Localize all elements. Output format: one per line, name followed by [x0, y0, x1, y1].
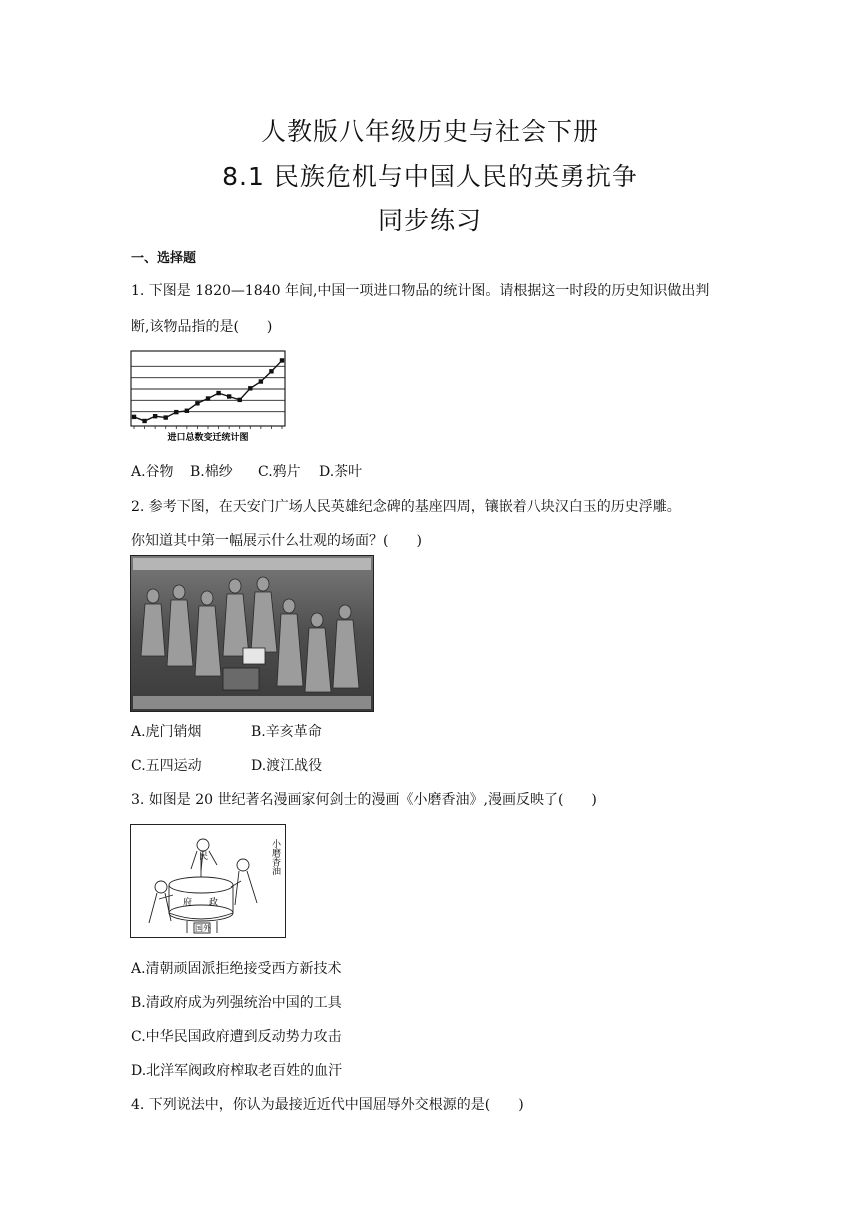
cartoon-label-guowai: 国外 — [195, 924, 211, 933]
q2-option-d[interactable]: D.渡江战役 — [251, 758, 323, 774]
chart-data-point — [142, 419, 146, 423]
chart-data-point — [280, 358, 284, 362]
page-title-line1: 人教版八年级历史与社会下册 — [260, 117, 599, 146]
q1-option-b[interactable]: B.棉纱 — [190, 464, 233, 480]
q2-stem-line2: 你知道其中第一幅展示什么壮观的场面？( ) — [131, 533, 422, 549]
chart-data-point — [153, 414, 157, 418]
q2-relief-image — [130, 555, 374, 712]
chart-data-point — [185, 409, 189, 413]
cartoon-label-min: 民 — [199, 852, 209, 862]
chart-data-point — [227, 394, 231, 398]
q1-stem-line2: 断,该物品指的是( ) — [131, 319, 273, 335]
chart-data-point — [195, 401, 199, 405]
section-heading: 一、选择题 — [131, 251, 197, 266]
chart-data-point — [174, 410, 178, 414]
cartoon-millstone-icon — [131, 825, 285, 937]
q1-chart-figure — [130, 349, 286, 445]
chart-caption: 进口总数变迁统计图 — [167, 433, 249, 443]
q2-option-a[interactable]: A.虎门销烟 — [131, 724, 202, 740]
cartoon-label-fu: 府 — [183, 898, 193, 908]
q3-option-b[interactable]: B.清政府成为列强统治中国的工具 — [131, 995, 342, 1011]
cartoon-label-zheng: 政 — [209, 898, 219, 908]
chart-data-point — [269, 369, 273, 373]
q1-line-chart — [130, 349, 286, 445]
q2-option-b[interactable]: B.辛亥革命 — [251, 724, 322, 740]
q1-option-d[interactable]: D.茶叶 — [319, 464, 363, 480]
chart-data-point — [259, 379, 263, 383]
q3-option-a[interactable]: A.清朝顽固派拒绝接受西方新技术 — [131, 961, 342, 977]
q1-option-c[interactable]: C.鸦片 — [258, 464, 301, 480]
q2-options-row2 — [131, 755, 322, 775]
chart-data-point — [248, 386, 252, 390]
page-title-line3: 同步练习 — [377, 206, 482, 235]
q1-options — [131, 461, 362, 481]
q2-options-row1 — [131, 721, 322, 741]
page-title-line2: 8.1 民族危机与中国人民的英勇抗争 — [222, 162, 638, 191]
q3-option-d[interactable]: D.北洋军阀政府榨取老百姓的血汗 — [131, 1063, 343, 1079]
q2-stem-line1: 2. 参考下图，在天安门广场人民英雄纪念碑的基座四周，镶嵌着八块汉白玉的历史浮雕。 — [131, 499, 681, 515]
q1-option-a[interactable]: A.谷物 — [131, 464, 174, 480]
chart-data-point — [164, 415, 168, 419]
chart-data-point — [206, 396, 210, 400]
q3-option-c[interactable]: C.中华民国政府遭到反动势力攻击 — [131, 1029, 342, 1045]
q1-stem-line1: 1. 下图是 1820—1840 年间,中国一项进口物品的统计图。请根据这一时段的历史知识做出判 — [131, 283, 710, 299]
cartoon-title-vertical: 小磨香油 — [270, 839, 280, 875]
chart-data-point — [216, 391, 220, 395]
q3-stem-line1: 3. 如图是 20 世纪著名漫画家何剑士的漫画《小磨香油》,漫画反映了( ) — [131, 792, 597, 808]
q2-option-c[interactable]: C.五四运动 — [131, 758, 202, 774]
q3-cartoon-image — [130, 824, 286, 938]
q4-stem-line1: 4. 下列说法中，你认为最接近近代中国屈辱外交根源的是( ) — [131, 1097, 524, 1113]
chart-data-point — [132, 415, 136, 419]
chart-data-point — [238, 398, 242, 402]
relief-sculpture-icon — [131, 556, 373, 711]
